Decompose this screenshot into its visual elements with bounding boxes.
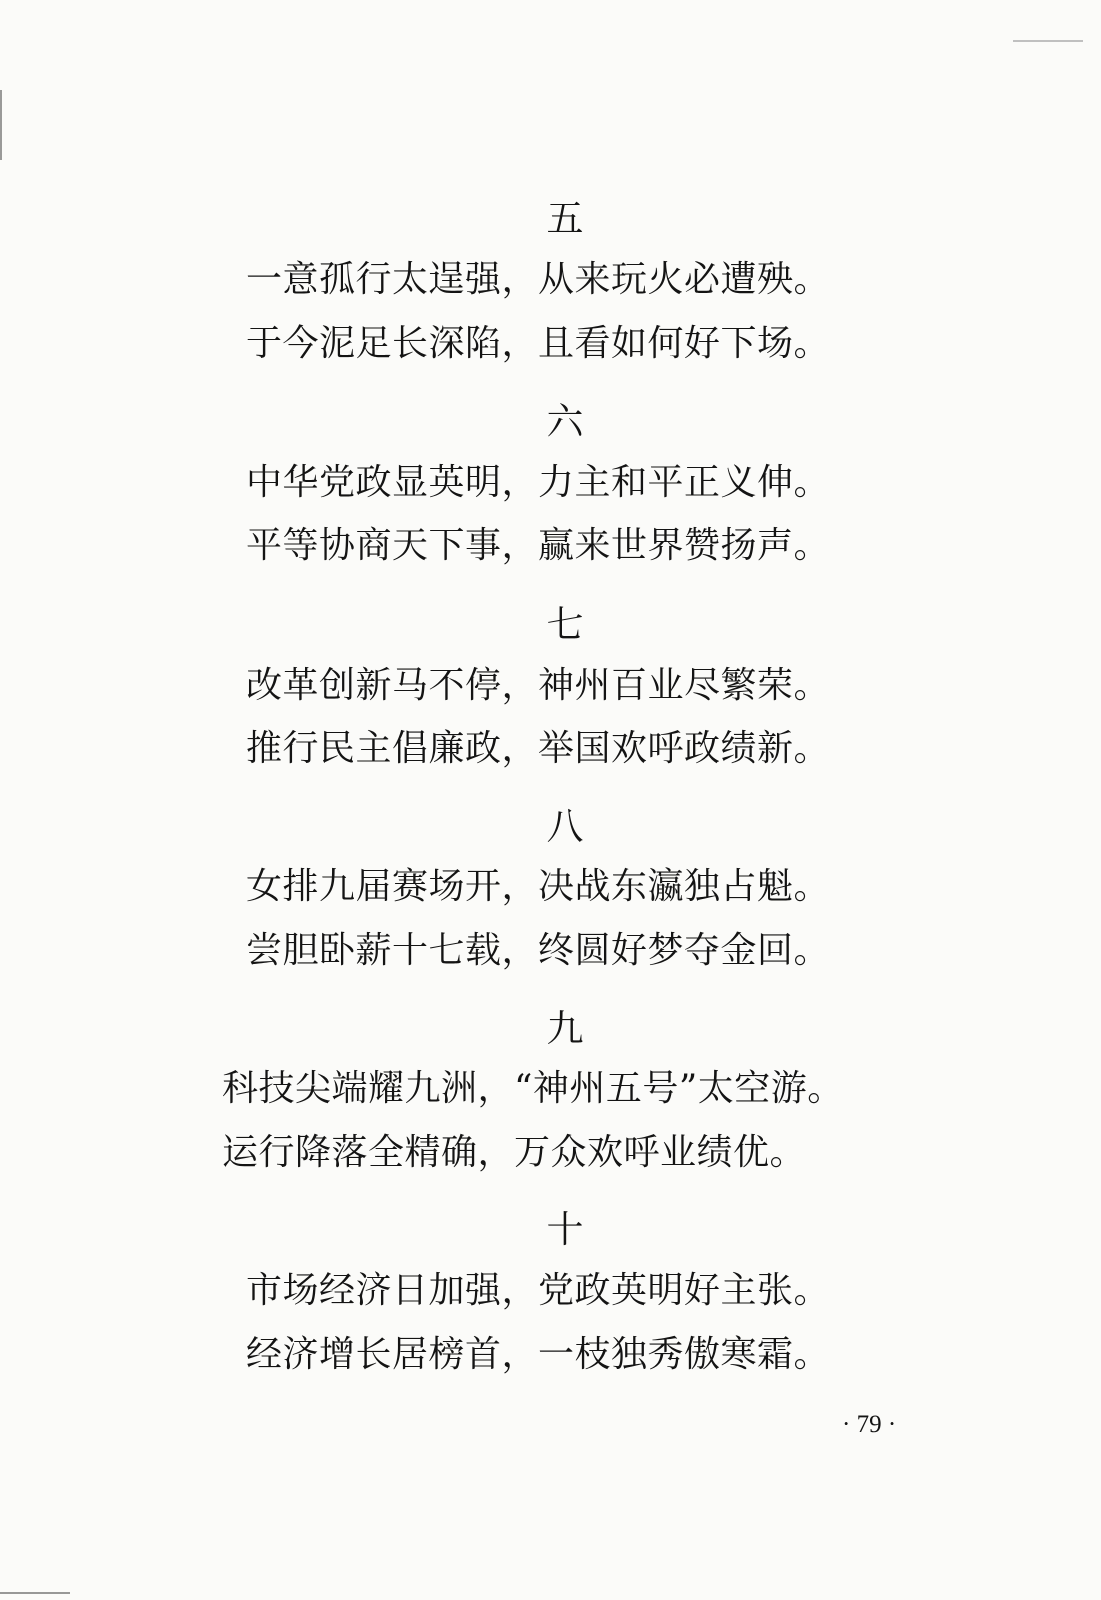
poem-number-7: 七: [546, 603, 584, 646]
poem-number-5: 五: [546, 197, 584, 240]
poem-number-9: 九: [546, 1007, 584, 1050]
page-number: · 79 ·: [842, 1411, 897, 1438]
poem-number-8: 八: [546, 805, 584, 848]
poem-6-line-1: 中华党政显英明，力主和平正义伸。: [246, 462, 831, 503]
poem-7-line-2: 推行民主倡廉政，举国欢呼政绩新。: [246, 728, 831, 769]
poem-10-line-1: 市场经济日加强，党政英明好主张。: [246, 1270, 831, 1311]
poem-5-line-2: 于今泥足长深陷，且看如何好下场。: [246, 323, 831, 364]
poem-6-line-2: 平等协商天下事，赢来世界赞扬声。: [246, 525, 831, 566]
scan-speck: [1013, 40, 1083, 42]
poem-number-10: 十: [546, 1208, 584, 1251]
poem-7-line-1: 改革创新马不停，神州百业尽繁荣。: [246, 665, 831, 706]
poem-5-line-1: 一意孤行太逞强，从来玩火必遭殃。: [246, 259, 831, 300]
scan-edge-mark: [0, 90, 2, 160]
poem-10-line-2: 经济增长居榜首，一枝独秀傲寒霜。: [246, 1334, 831, 1375]
scan-speck: [0, 1592, 70, 1594]
poem-number-6: 六: [546, 400, 584, 443]
poem-8-line-1: 女排九届赛场开，决战东瀛独占魁。: [246, 866, 831, 907]
poem-9-line-2: 运行降落全精确，万众欢呼业绩优。: [222, 1132, 807, 1173]
poem-9-line-1: 科技尖端耀九洲，“神州五号”太空游。: [222, 1068, 844, 1109]
poem-8-line-2: 尝胆卧薪十七载，终圆好梦夺金回。: [246, 930, 831, 971]
